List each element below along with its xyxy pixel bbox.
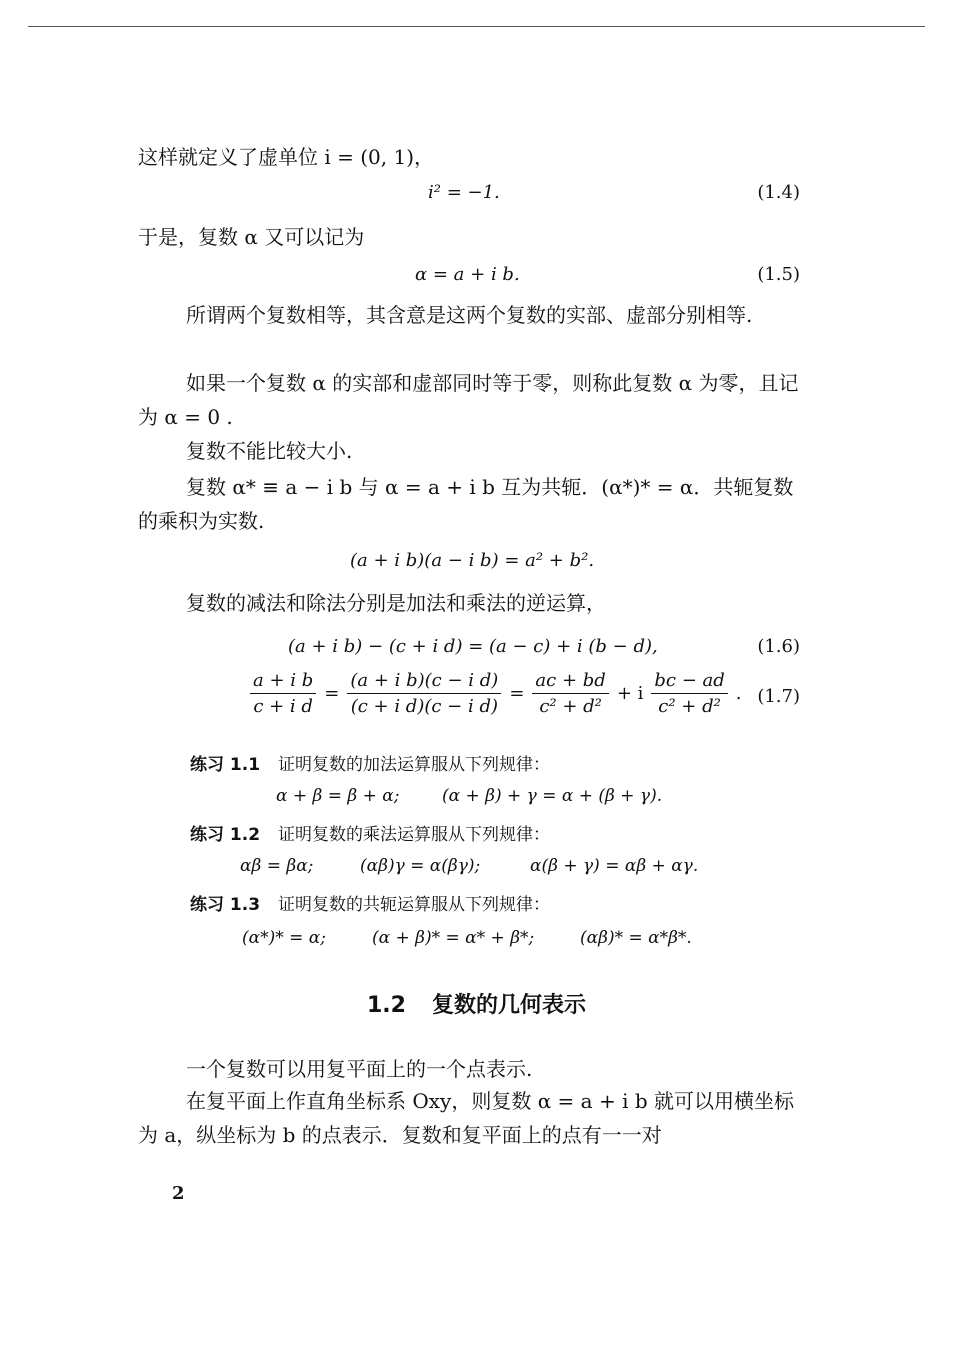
exercise-1-2-eq-2: (αβ)γ = α(βγ); <box>360 856 481 876</box>
equals-sign-2: = <box>509 683 525 704</box>
equation-1-6-number: (1.6) <box>757 636 800 657</box>
equation-1-7-number: (1.7) <box>757 686 800 707</box>
equation-conjugate-product-math: (a + i b)(a − i b) = a² + b². <box>350 550 595 571</box>
equation-1-6 <box>138 636 800 666</box>
paragraph-point: 一个复数可以用复平面上的一个点表示. <box>186 1057 533 1081</box>
equals-sign-1: = <box>324 683 340 704</box>
fraction-3-numerator: ac + bd <box>532 670 608 694</box>
exercise-1-3-eq-1: (α*)* = α; <box>242 928 327 948</box>
exercise-1-3 <box>190 890 550 915</box>
equation-1-4-number: (1.4) <box>757 182 800 203</box>
section-title: 复数的几何表示 <box>431 993 586 1018</box>
paragraph-equality: 所谓两个复数相等，其含意是这两个复数的实部、虚部分别相等. <box>186 303 753 327</box>
paragraph-compare: 复数不能比较大小. <box>186 439 353 463</box>
exercise-1-1-text: 证明复数的加法运算服从下列规律： <box>278 755 551 775</box>
exercise-1-2-text: 证明复数的乘法运算服从下列规律： <box>278 825 551 845</box>
fraction-1-numerator: a + i b <box>250 670 316 694</box>
exercise-1-3-label: 练习 1.3 <box>190 895 261 915</box>
paragraph-coordinates: 在复平面上作直角坐标系 Oxy，则复数 α = a + i b 就可以用横坐标为 a，纵坐标为 b 的点表示．复数和复平面上的点有一一对 <box>138 1089 794 1147</box>
header-rule <box>28 26 925 27</box>
equation-1-7-period: . <box>735 683 742 704</box>
fraction-1-denominator: c + i d <box>253 696 313 717</box>
equation-1-4 <box>138 182 800 212</box>
paragraph-sub-div: 复数的减法和除法分别是加法和乘法的逆运算， <box>186 591 606 615</box>
exercise-1-3-text: 证明复数的共轭运算服从下列规律： <box>278 895 551 915</box>
exercise-1-3-eq-2: (α + β)* = α* + β*; <box>372 928 535 948</box>
text-line-imaginary-unit: 这样就定义了虚单位 i = (0, 1)， <box>138 145 434 169</box>
exercise-1-3-eq-3: (αβ)* = α*β*. <box>580 928 692 948</box>
exercise-1-2-eq-3: α(β + γ) = αβ + αγ. <box>530 856 699 876</box>
paragraph-conjugate: 复数 α* ≡ a − i b 与 α = a + i b 互为共轭．(α*)* = α．共轭复数的乘积为实数. <box>138 475 794 533</box>
paragraph-zero: 如果一个复数 α 的实部和虚部同时等于零，则称此复数 α 为零，且记为 α = 0 . <box>138 371 799 429</box>
exercise-1-1-eq-2: (α + β) + γ = α + (β + γ). <box>442 786 663 806</box>
text-line-complex-notation: 于是，复数 α 又可以记为 <box>138 225 365 249</box>
equation-1-4-math: i² = −1. <box>428 182 500 203</box>
equation-1-5-math: α = a + i b. <box>415 264 520 285</box>
fraction-2-denominator: (c + i d)(c − i d) <box>350 696 498 717</box>
equation-conjugate-product <box>138 550 800 580</box>
plus-i: + i <box>616 683 644 704</box>
equation-1-5 <box>138 264 800 294</box>
exercise-1-2-label: 练习 1.2 <box>190 825 261 845</box>
equation-1-7-number-row <box>138 686 800 716</box>
equation-1-6-math: (a + i b) − (c + i d) = (a − c) + i (b − d), <box>288 636 658 657</box>
exercise-1-2 <box>190 820 550 845</box>
section-number: 1.2 <box>367 993 406 1018</box>
fraction-4-denominator: c² + d² <box>658 696 721 717</box>
exercise-1-1-eq-1: α + β = β + α; <box>276 786 400 806</box>
exercise-1-1 <box>190 750 550 775</box>
fraction-3-denominator: c² + d² <box>539 696 602 717</box>
exercise-1-2-eq-1: αβ = βα; <box>240 856 314 876</box>
fraction-4-numerator: bc − ad <box>651 670 727 694</box>
page-number: 2 <box>172 1183 185 1204</box>
exercise-1-1-label: 练习 1.1 <box>190 755 261 775</box>
fraction-2-numerator: (a + i b)(c − i d) <box>347 670 501 694</box>
equation-1-5-number: (1.5) <box>757 264 800 285</box>
section-heading <box>0 988 953 1019</box>
